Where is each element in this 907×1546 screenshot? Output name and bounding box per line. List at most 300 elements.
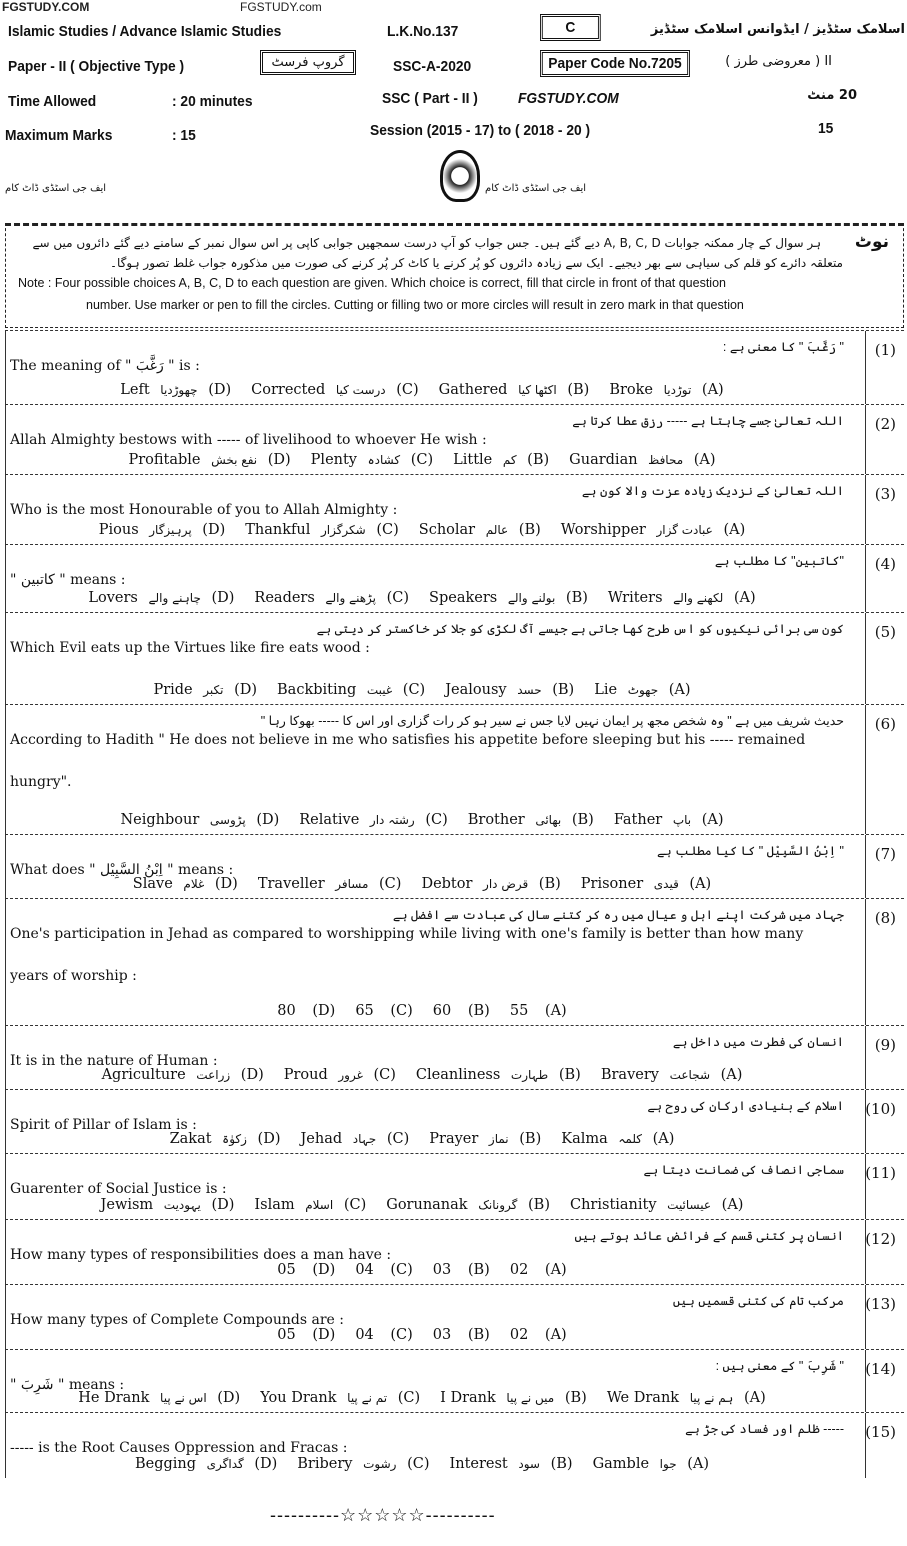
option-english: Slave: [132, 876, 173, 892]
option-urdu: چھوڑدیا: [160, 383, 198, 397]
board-logo: [440, 150, 480, 202]
option-urdu: لکھنے والے: [673, 591, 724, 605]
option-letter: (D): [312, 1003, 336, 1019]
option-urdu: شکرگزار: [320, 523, 366, 537]
option-letter: (D): [312, 1327, 336, 1343]
option-urdu: اس نے پیا: [160, 1391, 207, 1405]
option-urdu: چاہنے والے: [148, 591, 201, 605]
option-english: Backbiting: [277, 682, 357, 698]
question-english: ----- is the Root Causes Oppression and Fracas :: [10, 1440, 348, 1456]
option-urdu: پرہیزگار: [149, 523, 192, 537]
option-english: Pious: [98, 522, 139, 538]
option-english: Traveller: [257, 876, 325, 892]
option-a: [569, 452, 721, 468]
column-divider: [865, 899, 866, 1025]
question-number: (7): [874, 845, 896, 863]
question-urdu: " رَغَّبَ " کا معنی ہے :: [722, 340, 844, 354]
option-d: [133, 876, 244, 892]
option-letter: (A): [544, 1262, 567, 1278]
option-a: [601, 1067, 749, 1083]
option-b: [421, 876, 566, 892]
option-urdu: اسلام: [305, 1198, 334, 1212]
question-9: [5, 1025, 904, 1089]
option-letter: (D): [257, 1131, 281, 1147]
option-english: Pride: [153, 682, 193, 698]
option-b: [439, 382, 596, 398]
option-english: Proud: [283, 1067, 328, 1083]
option-letter: (D): [267, 452, 291, 468]
option-english: Islam: [254, 1197, 295, 1213]
question-number: (15): [865, 1423, 896, 1441]
question-14: [5, 1349, 904, 1412]
question-3: [5, 474, 904, 544]
question-number: (6): [874, 715, 896, 733]
option-letter: (B): [558, 1067, 581, 1083]
option-letter: (B): [538, 876, 561, 892]
question-13: [5, 1284, 904, 1349]
option-english: 03: [432, 1327, 452, 1343]
option-letter: (B): [467, 1327, 490, 1343]
question-english: How many types of responsibilities does a man have :: [10, 1247, 392, 1263]
option-letter: (B): [550, 1456, 573, 1472]
question-english: One's participation in Jehad as compared to worshipping while living with one's family is better than how many years of worship :: [10, 926, 804, 984]
option-a: [581, 876, 717, 892]
option-b: [416, 1067, 587, 1083]
column-divider: [865, 331, 866, 404]
question-english: How many types of Complete Compounds are :: [10, 1312, 344, 1328]
question-english: According to Hadith " He does not believe in me who satisfies his appetite before sleeping but his ----- remained hungry".: [10, 732, 806, 790]
option-d: [135, 1456, 283, 1472]
option-english: Writers: [607, 590, 663, 606]
option-letter: (B): [564, 1390, 587, 1406]
question-list: [5, 330, 904, 1478]
option-c: [254, 590, 415, 606]
option-d: [128, 452, 296, 468]
option-urdu: یہودیت: [163, 1198, 201, 1212]
option-letter: (C): [407, 1456, 430, 1472]
option-english: Prayer: [429, 1131, 479, 1147]
option-letter: (C): [386, 1131, 410, 1147]
option-letter: (A): [701, 812, 724, 828]
option-urdu: باپ: [672, 813, 692, 827]
option-urdu: جوا: [659, 1457, 677, 1471]
option-letter: (A): [693, 452, 716, 468]
question-4: [5, 544, 904, 612]
option-letter: (D): [256, 812, 280, 828]
option-c: [299, 812, 453, 828]
option-english: Readers: [254, 590, 315, 606]
question-english: Spirit of Pillar of Islam is :: [10, 1117, 197, 1133]
option-letter: (A): [544, 1003, 567, 1019]
option-letter: (D): [254, 1456, 278, 1472]
question-urdu: حدیث شریف میں ہے " وہ شخص مجھ پر ایمان نہیں لایا جس نے سیر ہو کر رات گزاری اور اس کا ----- بھوکا رہا ": [260, 714, 844, 728]
option-letter: (C): [397, 1390, 421, 1406]
option-urdu: غرور: [338, 1068, 363, 1082]
question-7: [5, 834, 904, 898]
option-letter: (A): [701, 382, 724, 398]
option-letter: (B): [467, 1003, 490, 1019]
time-label: Time Allowed: [8, 93, 97, 110]
option-b: [433, 1327, 496, 1343]
note-urdu-title: نوٹ: [854, 232, 889, 252]
option-letter: (C): [386, 590, 410, 606]
option-letter: (B): [567, 382, 590, 398]
options-row: [6, 382, 844, 398]
option-letter: (D): [202, 522, 226, 538]
option-english: 05: [277, 1262, 296, 1278]
option-english: Bribery: [297, 1456, 353, 1472]
option-english: Gorunanak: [386, 1197, 468, 1213]
option-english: 55: [509, 1003, 529, 1019]
options-row: [6, 1456, 844, 1472]
option-c: [260, 1390, 426, 1406]
option-english: Left: [120, 382, 150, 398]
session: Session (2015 - 17) to ( 2018 - 20 ): [370, 122, 591, 139]
option-letter: (A): [743, 1390, 766, 1406]
question-english: It is in the nature of Human :: [10, 1053, 218, 1069]
option-english: 02: [509, 1327, 529, 1343]
option-urdu: پڑھنے والے: [325, 591, 376, 605]
option-urdu: عیسائیت: [667, 1198, 712, 1212]
option-urdu: رشوت: [363, 1457, 397, 1471]
instructions-note: [5, 223, 904, 328]
option-urdu: کشادہ: [367, 453, 401, 467]
option-a: [561, 1131, 680, 1147]
option-english: Corrected: [251, 382, 326, 398]
option-english: Little: [453, 452, 493, 468]
option-letter: (C): [390, 1327, 413, 1343]
option-letter: (A): [668, 682, 691, 698]
option-english: 80: [277, 1003, 296, 1019]
options-row: [6, 452, 844, 468]
option-urdu: کلمہ: [618, 1132, 643, 1146]
options-row: [6, 1131, 844, 1147]
question-number: (4): [874, 555, 896, 573]
watermark-urdu-left: ایف جی اسٹڈی ڈاٹ کام: [5, 183, 107, 194]
option-english: Lie: [594, 682, 618, 698]
question-5: [5, 612, 904, 704]
option-urdu: جہاد: [352, 1132, 377, 1146]
option-urdu: شجاعت: [669, 1068, 710, 1082]
paper-code: Paper Code No.7205: [540, 50, 690, 77]
exam-code: SSC-A-2020: [393, 58, 472, 75]
option-c: [284, 1067, 402, 1083]
question-english: What does " اِبْنُ السَّبِيْل " means :: [10, 862, 234, 878]
option-d: [101, 1197, 241, 1213]
option-english: 05: [277, 1327, 296, 1343]
option-urdu: میں نے پیا: [506, 1391, 555, 1405]
option-urdu: قیدی: [653, 877, 679, 891]
question-english: " کاتبین " means :: [10, 572, 126, 588]
question-number: (9): [874, 1036, 896, 1054]
paper-type: Paper - II ( Objective Type ): [8, 58, 185, 75]
column-divider: [865, 405, 866, 474]
option-english: Cleanliness: [415, 1067, 501, 1083]
option-urdu: محافظ: [648, 453, 684, 467]
option-english: Gathered: [438, 382, 508, 398]
question-urdu: " شَرِبَ " کے معنی ہیں :: [715, 1359, 844, 1373]
option-letter: (D): [214, 876, 238, 892]
option-urdu: رشتہ دار: [369, 813, 415, 827]
watermark-top-center: FGSTUDY.com: [240, 0, 322, 14]
option-b: [450, 1456, 579, 1472]
option-a: [608, 590, 762, 606]
option-a: [570, 1197, 749, 1213]
option-c: [277, 682, 431, 698]
question-11: [5, 1153, 904, 1219]
option-english: Bravery: [600, 1067, 659, 1083]
question-15: [5, 1412, 904, 1478]
column-divider: [865, 475, 866, 544]
option-d: [277, 1262, 341, 1278]
option-b: [453, 452, 555, 468]
options-row: [6, 876, 844, 892]
question-urdu: "کاتبین" کا مطلب ہے: [714, 554, 844, 568]
subject-title: Islamic Studies / Advance Islamic Studies: [8, 23, 282, 40]
option-urdu: مسافر: [335, 877, 369, 891]
option-urdu: قرض دار: [483, 877, 529, 891]
watermark-urdu-center: ایف جی اسٹڈی ڈاٹ کام: [485, 183, 587, 194]
option-c: [258, 876, 408, 892]
marks-label: Maximum Marks: [5, 127, 113, 144]
option-d: [99, 522, 231, 538]
option-letter: (C): [376, 522, 399, 538]
question-english: Allah Almighty bestows with ----- of livelihood to whoever He wish :: [10, 432, 487, 448]
option-c: [254, 1197, 372, 1213]
option-letter: (C): [373, 1067, 396, 1083]
options-row: [6, 1262, 844, 1278]
option-d: [78, 1390, 246, 1406]
watermark-top-left: FGSTUDY.COM: [2, 0, 90, 14]
option-english: Plenty: [310, 452, 358, 468]
option-c: [300, 1131, 415, 1147]
option-d: [277, 1003, 341, 1019]
option-b: [468, 812, 600, 828]
options-row: [6, 1067, 844, 1083]
option-letter: (B): [518, 522, 541, 538]
option-c: [355, 1003, 418, 1019]
option-english: Speakers: [429, 590, 498, 606]
options-row: [6, 682, 844, 698]
option-english: Brother: [467, 812, 525, 828]
lk-number: L.K.No.137: [387, 23, 459, 40]
option-letter: (D): [240, 1067, 264, 1083]
option-english: Relative: [299, 812, 360, 828]
option-b: [419, 522, 547, 538]
option-english: Debtor: [421, 876, 473, 892]
option-a: [510, 1262, 573, 1278]
option-b: [445, 682, 580, 698]
option-letter: (A): [723, 522, 746, 538]
options-row: [6, 1003, 844, 1019]
option-english: Worshipper: [560, 522, 646, 538]
option-c: [297, 1456, 435, 1472]
option-letter: (C): [396, 382, 419, 398]
time-urdu: 20 منٹ: [807, 88, 857, 103]
option-a: [609, 382, 729, 398]
end-marker: ----------☆☆☆☆☆----------: [270, 1505, 496, 1525]
option-c: [355, 1327, 418, 1343]
option-urdu: عالم: [485, 523, 509, 537]
option-letter: (A): [687, 1456, 710, 1472]
option-english: 04: [355, 1262, 374, 1278]
option-letter: (B): [467, 1262, 490, 1278]
option-english: Jehad: [300, 1131, 343, 1147]
question-urdu: سماجی انصاف کی ضمانت دیتا ہے: [643, 1163, 844, 1177]
option-a: [510, 1327, 573, 1343]
option-b: [440, 1390, 593, 1406]
option-urdu: غلام: [183, 877, 205, 891]
option-b: [429, 590, 594, 606]
option-a: [607, 1390, 772, 1406]
option-letter: (A): [721, 1197, 744, 1213]
column-divider: [865, 705, 866, 834]
option-english: Neighbour: [120, 812, 200, 828]
option-letter: (A): [733, 590, 756, 606]
paper-urdu: II ( معروضی طرز ): [725, 54, 832, 69]
option-letter: (A): [544, 1327, 567, 1343]
part: SSC ( Part - II ): [382, 90, 478, 107]
option-english: Agriculture: [101, 1067, 186, 1083]
code-letter: C: [540, 14, 601, 41]
option-english: Lovers: [88, 590, 138, 606]
question-number: (1): [874, 341, 896, 359]
option-english: We Drank: [606, 1390, 680, 1406]
column-divider: [865, 835, 866, 898]
options-row: [6, 812, 844, 828]
option-letter: (B): [527, 452, 550, 468]
note-urdu-line1: [33, 232, 890, 252]
option-urdu: تم نے پیا: [347, 1391, 388, 1405]
question-urdu: اللہ تعالیٰ جسے چاہتا ہے ----- رزق عطا کرتا ہے: [572, 414, 844, 428]
column-divider: [865, 545, 866, 612]
option-english: Broke: [609, 382, 654, 398]
question-urdu: ----- ظلم اور فساد کی جڑ ہے: [685, 1422, 844, 1436]
question-2: [5, 404, 904, 474]
option-english: Gamble: [592, 1456, 650, 1472]
option-letter: (C): [390, 1003, 413, 1019]
option-d: [277, 1327, 341, 1343]
option-urdu: جھوٹ: [627, 683, 659, 697]
option-d: [120, 812, 285, 828]
option-english: Kalma: [561, 1131, 608, 1147]
option-urdu: گداگری: [206, 1457, 244, 1471]
question-8: [5, 898, 904, 1025]
marks-value: : 15: [172, 127, 196, 144]
options-row: [6, 1197, 844, 1213]
option-urdu: بولنے والے: [507, 591, 556, 605]
option-letter: (C): [343, 1197, 367, 1213]
question-number: (2): [874, 415, 896, 433]
options-row: [6, 1327, 844, 1343]
option-b: [433, 1262, 496, 1278]
option-d: [153, 682, 263, 698]
note-english-line2: number. Use marker or pen to fill the circles. Cutting or filling two or more circles will result in zero mark in that question: [86, 298, 744, 312]
option-english: 04: [355, 1327, 374, 1343]
option-english: 02: [509, 1262, 529, 1278]
option-letter: (B): [519, 1131, 542, 1147]
option-urdu: نماز: [488, 1132, 509, 1146]
option-b: [429, 1131, 547, 1147]
option-b: [386, 1197, 556, 1213]
option-a: [510, 1003, 573, 1019]
note-urdu-text1: ہر سوال کے چار ممکنہ جوابات A, B, C, D دیے گئے ہیں۔ جس جواب کو آپ درست سمجھیں جوابی کاپی پر اس سوال نمبر کے سامنے دیے گئے دائروں میں سے: [32, 236, 822, 250]
question-number: (8): [874, 909, 896, 927]
question-number: (12): [865, 1230, 896, 1248]
option-letter: (C): [402, 682, 426, 698]
option-letter: (C): [379, 876, 402, 892]
option-urdu: زراعت: [196, 1068, 231, 1082]
group-urdu: گروپ فرسٹ: [260, 50, 356, 75]
options-row: [6, 522, 844, 538]
question-urdu: کون سی برائی نیکیوں کو اس طرح کھا جاتی ہے جیسے آگ لکڑی کو جلا کر خاکستر کر دیتی ہے: [316, 622, 844, 636]
option-b: [433, 1003, 496, 1019]
option-d: [102, 1067, 270, 1083]
option-c: [355, 1262, 418, 1278]
option-english: You Drank: [260, 1390, 337, 1406]
question-urdu: اسلام کے بنیادی ارکان کی روح ہے: [647, 1099, 844, 1113]
option-urdu: ہم نے پیا: [689, 1391, 734, 1405]
option-english: 60: [432, 1003, 452, 1019]
option-urdu: گرونانک: [478, 1198, 518, 1212]
option-a: [614, 812, 730, 828]
column-divider: [865, 613, 866, 704]
question-english: Who is the most Honourable of you to Allah Almighty :: [10, 502, 398, 518]
option-letter: (D): [312, 1262, 336, 1278]
option-english: He Drank: [78, 1390, 150, 1406]
option-letter: (D): [234, 682, 258, 698]
option-a: [593, 1456, 715, 1472]
question-number: (5): [874, 623, 896, 641]
question-number: (14): [865, 1360, 896, 1378]
option-urdu: نفع بخش: [211, 453, 258, 467]
question-urdu: مرکب تام کی کتنی قسمیں ہیں: [672, 1294, 844, 1308]
option-urdu: سود: [518, 1457, 540, 1471]
question-english: " شَرِبَ " means :: [10, 1377, 125, 1393]
question-number: (11): [865, 1164, 896, 1182]
option-urdu: بھائی: [535, 813, 562, 827]
question-urdu: " اِبْنُ السَّبِيْل " کا کیا مطلب ہے: [657, 844, 844, 858]
option-urdu: توڑدیا: [663, 383, 692, 397]
option-english: Jewism: [100, 1197, 154, 1213]
option-english: 65: [355, 1003, 374, 1019]
option-letter: (C): [390, 1262, 413, 1278]
option-letter: (B): [571, 812, 594, 828]
options-row: [6, 590, 844, 606]
option-d: [170, 1131, 287, 1147]
question-6: [5, 704, 904, 834]
option-letter: (A): [652, 1131, 675, 1147]
option-english: Zakat: [169, 1131, 212, 1147]
note-english-line1: Note : Four possible choices A, B, C, D to each question are given. Which choice is correct, fill that circle in front of that question: [18, 276, 726, 290]
option-english: Father: [613, 812, 663, 828]
option-english: Scholar: [418, 522, 476, 538]
option-letter: (D): [211, 590, 235, 606]
column-divider: [865, 1026, 866, 1089]
question-number: (13): [865, 1295, 896, 1313]
option-english: I Drank: [440, 1390, 496, 1406]
option-english: Prisoner: [580, 876, 644, 892]
option-letter: (B): [552, 682, 575, 698]
option-urdu: اکٹھا کیا: [518, 383, 557, 397]
option-c: [311, 452, 439, 468]
option-letter: (C): [425, 812, 448, 828]
question-urdu: اللہ تعالیٰ کے نزدیک زیادہ عزت والا کون ہے: [581, 484, 844, 498]
option-letter: (A): [720, 1067, 743, 1083]
option-letter: (B): [528, 1197, 550, 1213]
option-a: [561, 522, 751, 538]
time-value: : 20 minutes: [172, 93, 253, 110]
